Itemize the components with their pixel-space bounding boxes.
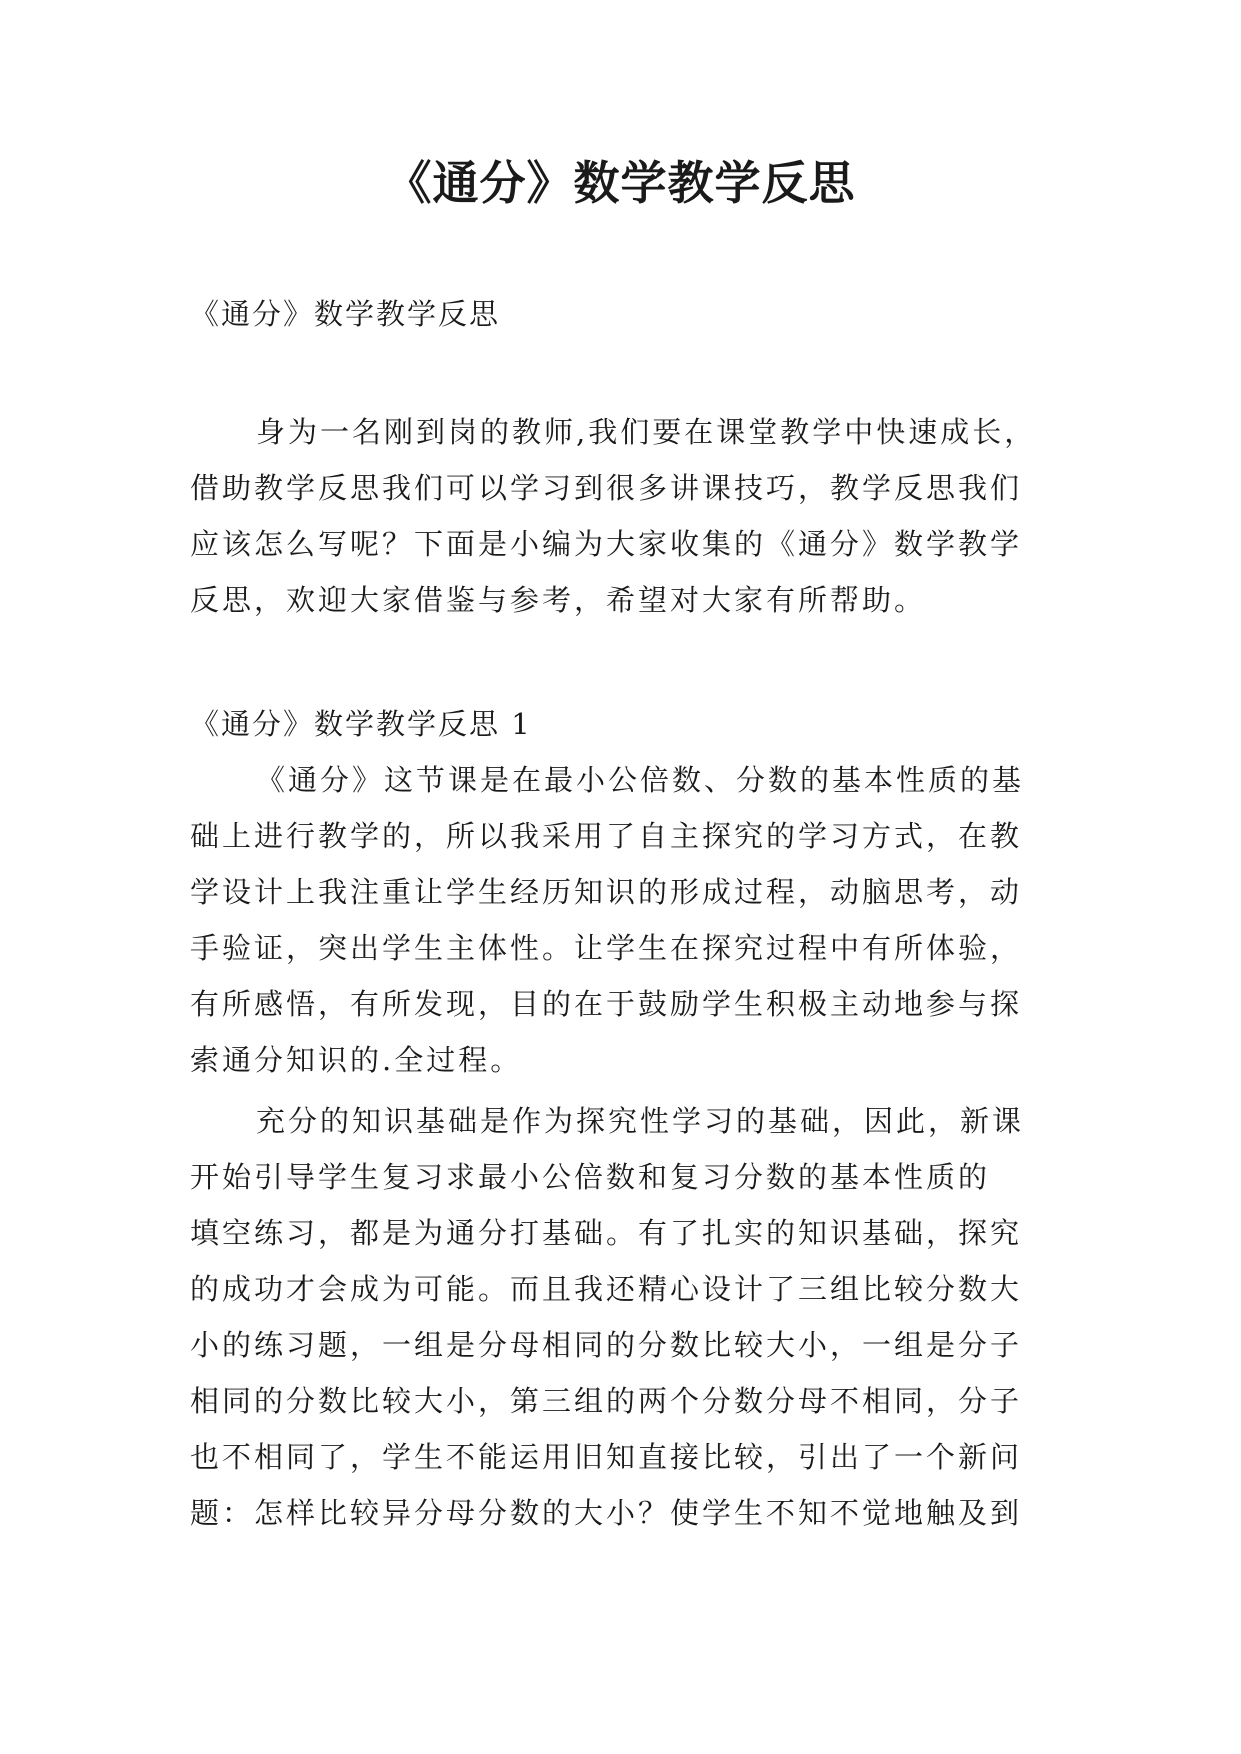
body-paragraph-1 — [190, 752, 1050, 1088]
paragraph-line: 相同的分数比较大小，第三组的两个分数分母不相同，分子 — [190, 1384, 1023, 1418]
paragraph-line: 题：怎样比较异分母分数的大小？使学生不知不觉地触及到 — [190, 1496, 1023, 1530]
paragraph-line: 《通分》这节课是在最小公倍数、分数的基本性质的基 — [256, 763, 1025, 797]
intro-line: 借助教学反思我们可以学习到很多讲课技巧，教学反思我们 — [190, 471, 1023, 505]
intro-line: 反思，欢迎大家借鉴与参考，希望对大家有所帮助。 — [190, 583, 927, 617]
paragraph-line: 的成功才会成为可能。而且我还精心设计了三组比较分数大 — [190, 1272, 1023, 1306]
paragraph-line: 有所感悟，有所发现，目的在于鼓励学生积极主动地参与探 — [190, 987, 1023, 1021]
document-subtitle: 《通分》数学教学反思 — [190, 297, 501, 331]
paragraph-line: 学设计上我注重让学生经历知识的形成过程，动脑思考，动 — [190, 875, 1023, 909]
document-title: 《通分》数学教学反思 — [385, 156, 856, 210]
section-heading: 《通分》数学教学反思 1 — [190, 707, 532, 741]
paragraph-line: 填空练习，都是为通分打基础。有了扎实的知识基础，探究 — [190, 1216, 1023, 1250]
paragraph-line: 也不相同了，学生不能运用旧知直接比较，引出了一个新问 — [190, 1440, 1023, 1474]
intro-line: 应该怎么写呢？下面是小编为大家收集的《通分》数学教学 — [190, 527, 1023, 561]
intro-line: 身为一名刚到岗的教师,我们要在课堂教学中快速成长， — [256, 415, 1037, 449]
paragraph-line: 充分的知识基础是作为探究性学习的基础，因此，新课 — [256, 1104, 1025, 1138]
paragraph-line: 础上进行教学的，所以我采用了自主探究的学习方式，在教 — [190, 819, 1023, 853]
paragraph-line: 小的练习题，一组是分母相同的分数比较大小，一组是分子 — [190, 1328, 1023, 1362]
body-paragraph-2 — [190, 1093, 1050, 1541]
paragraph-line: 手验证，突出学生主体性。让学生在探究过程中有所体验， — [190, 931, 1023, 965]
intro-paragraph — [190, 404, 1050, 628]
paragraph-line: 索通分知识的.全过程。 — [190, 1043, 523, 1077]
paragraph-line: 开始引导学生复习求最小公倍数和复习分数的基本性质的 — [190, 1160, 991, 1194]
